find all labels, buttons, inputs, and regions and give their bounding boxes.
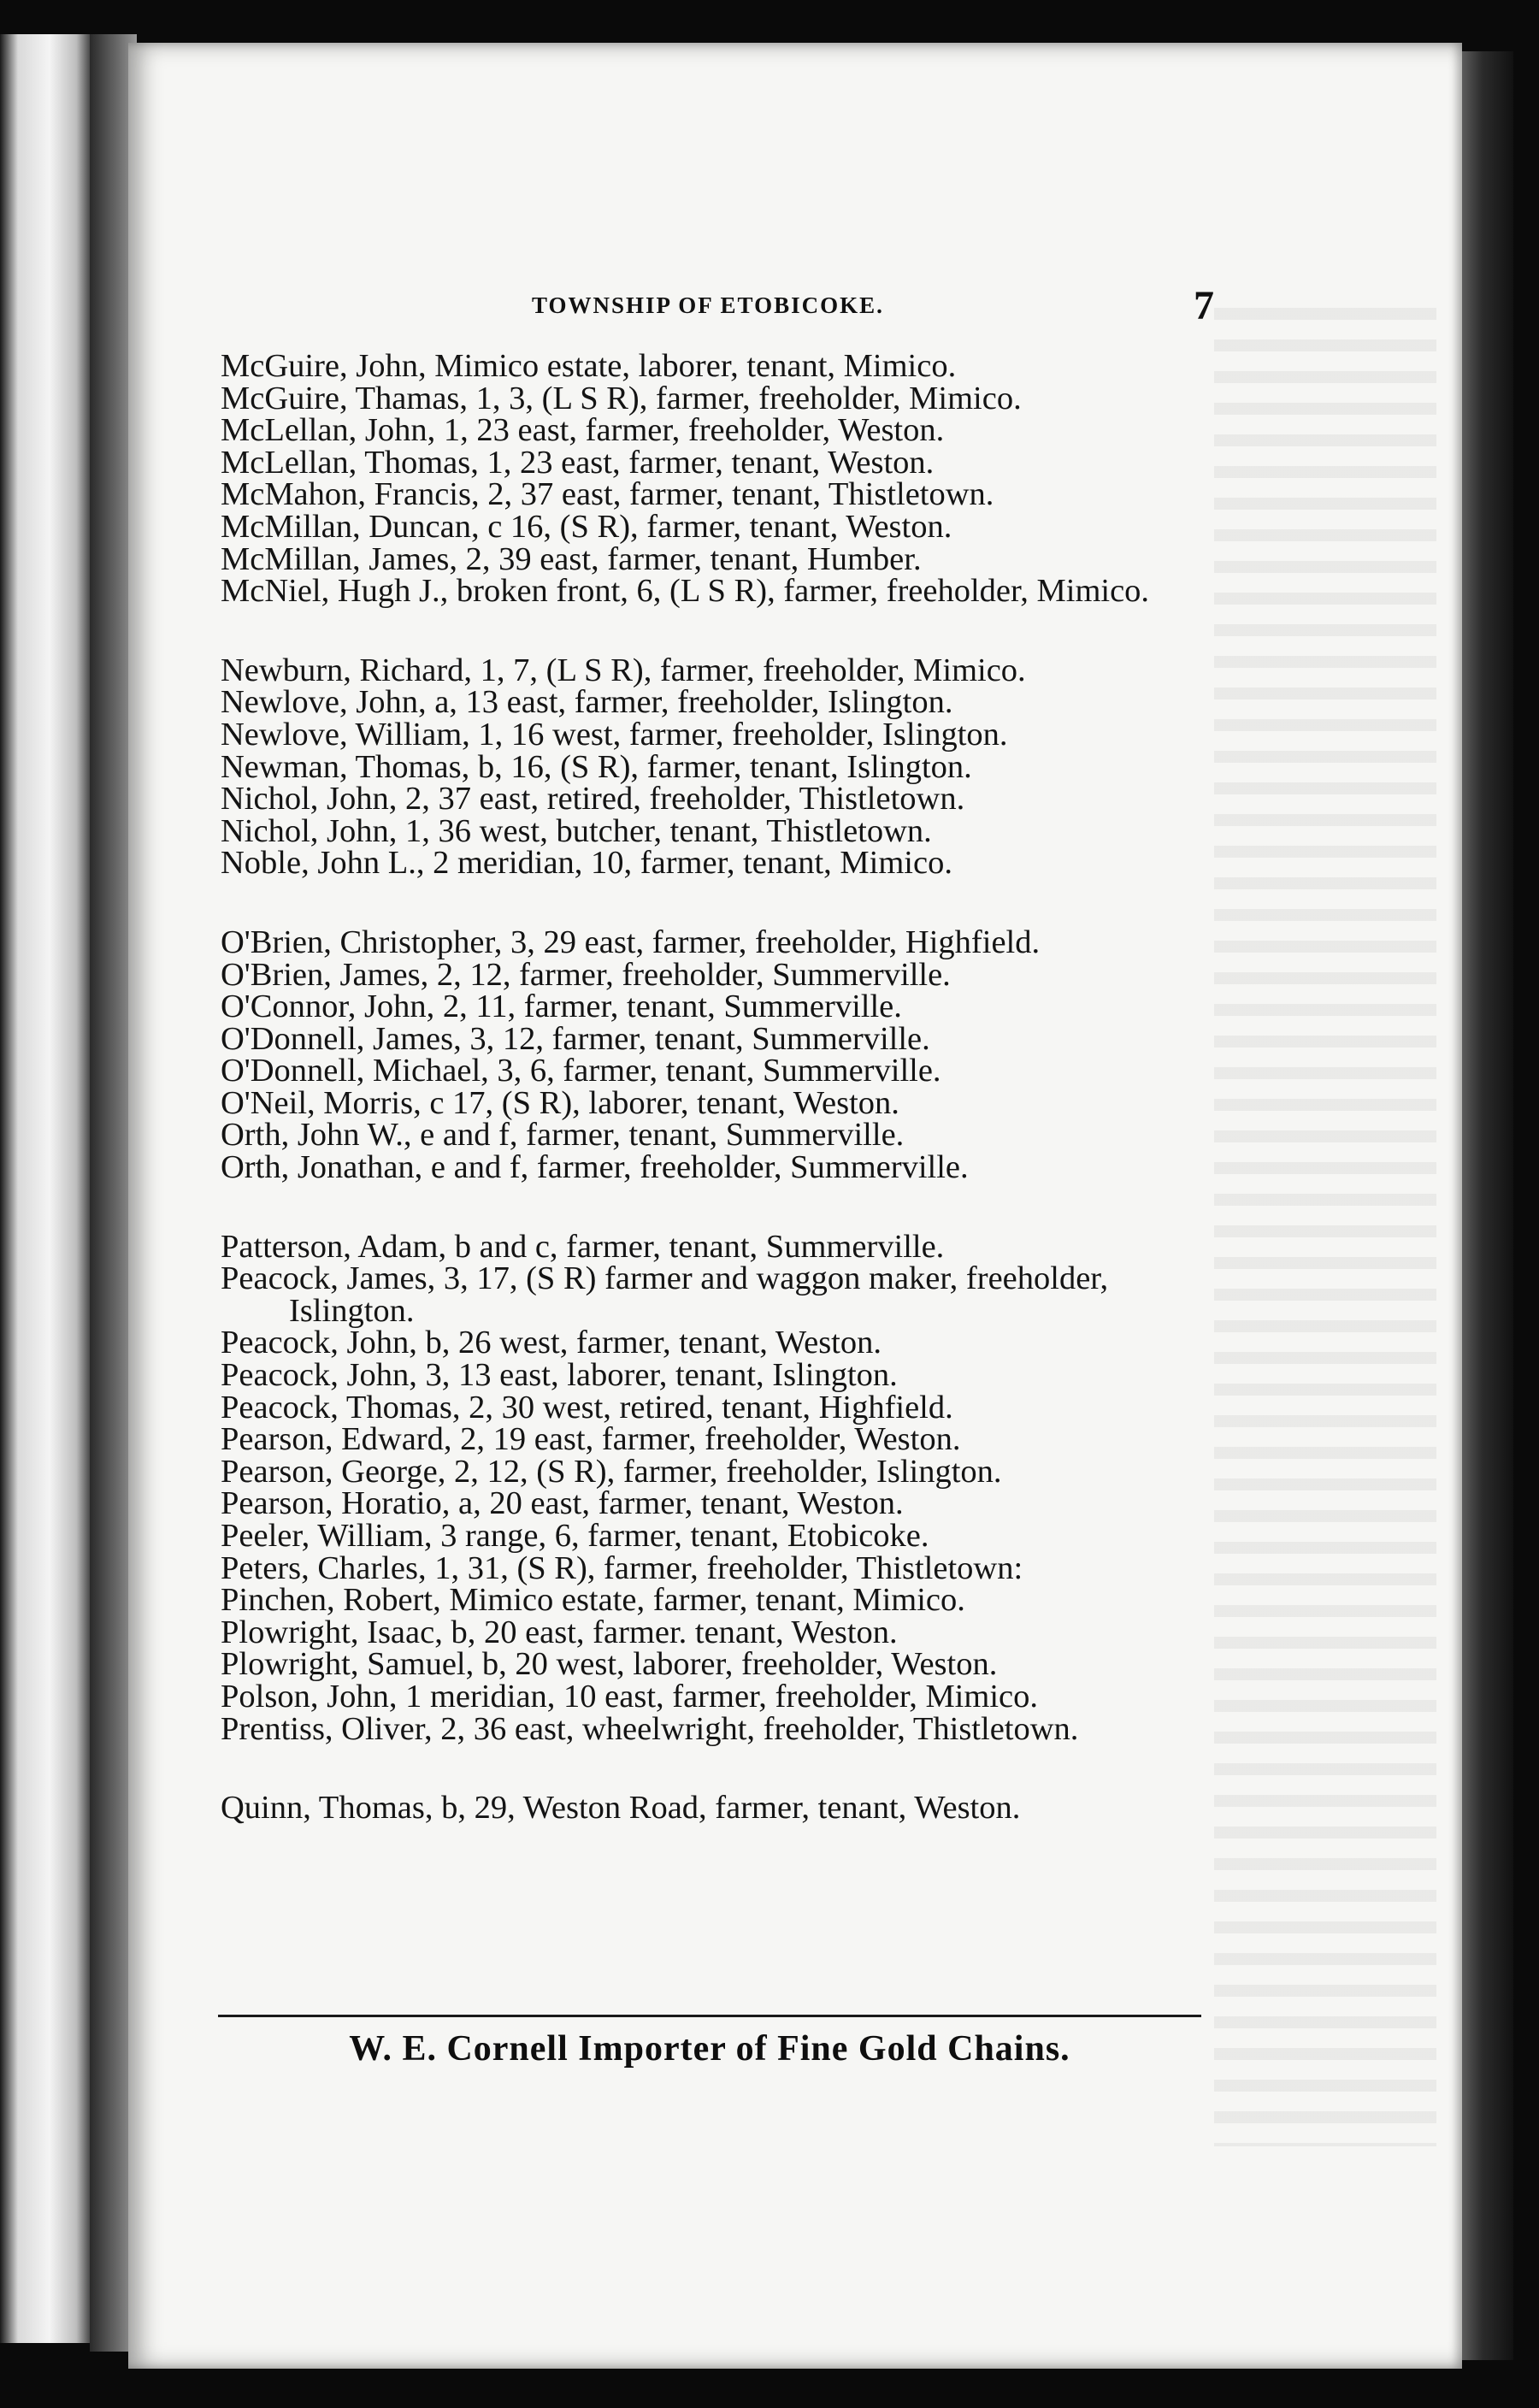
- directory-entry: Pearson, Edward, 2, 19 east, farmer, freeholder, Weston.: [221, 1421, 961, 1458]
- directory-entry: Newlove, John, a, 13 east, farmer, freeholder, Islington.: [221, 684, 953, 721]
- directory-entry: Nichol, John, 2, 37 east, retired, freeholder, Thistletown.: [221, 781, 965, 817]
- directory-entry: McMillan, Duncan, c 16, (S R), farmer, tenant, Weston.: [221, 508, 952, 545]
- directory-entry: Pearson, Horatio, a, 20 east, farmer, tenant, Weston.: [221, 1485, 904, 1522]
- directory-entry: McLellan, Thomas, 1, 23 east, farmer, tenant, Weston.: [221, 444, 935, 481]
- footer-rule: [218, 2015, 1201, 2017]
- footer-advertisement: W. E. Cornell Importer of Fine Gold Chains.: [349, 2029, 1070, 2069]
- directory-entry: Peacock, James, 3, 17, (S R) farmer and waggon maker, freeholder, Islington.: [221, 1260, 1109, 1329]
- right-page-edge: [1462, 51, 1513, 2360]
- directory-entry: Plowright, Isaac, b, 20 east, farmer. tenant, Weston.: [221, 1614, 898, 1650]
- page-number: 7: [1194, 283, 1214, 328]
- running-head: TOWNSHIP OF ETOBICOKE.: [532, 292, 884, 318]
- entry-group: [221, 924, 1212, 1186]
- entry-group: [221, 1792, 1212, 1825]
- directory-entry: Newman, Thomas, b, 16, (S R), farmer, tenant, Islington.: [221, 748, 972, 785]
- directory-entry: Noble, John L., 2 meridian, 10, farmer, tenant, Mimico.: [221, 845, 952, 882]
- directory-entry: Patterson, Adam, b and c, farmer, tenant, Summerville.: [221, 1228, 945, 1265]
- directory-entry: Peeler, William, 3 range, 6, farmer, tenant, Etobicoke.: [221, 1518, 929, 1554]
- directory-entry: Peacock, John, b, 26 west, farmer, tenant, Weston.: [221, 1325, 882, 1361]
- show-through-text: [1214, 308, 1436, 2146]
- directory-entry: Plowright, Samuel, b, 20 west, laborer, freeholder, Weston.: [221, 1646, 998, 1683]
- directory-entry: Quinn, Thomas, b, 29, Weston Road, farmer, tenant, Weston.: [221, 1790, 1021, 1827]
- directory-entry: Newlove, William, 1, 16 west, farmer, freeholder, Islington.: [221, 716, 1008, 752]
- directory-entry: McLellan, John, 1, 23 east, farmer, freeholder, Weston.: [221, 412, 945, 449]
- directory-entry: Orth, Jonathan, e and f, farmer, freeholder, Summerville.: [221, 1149, 969, 1186]
- directory-entry: O'Brien, Christopher, 3, 29 east, farmer, freeholder, Highfield.: [221, 924, 1041, 960]
- directory-entry: McMillan, James, 2, 39 east, farmer, tenant, Humber.: [221, 540, 922, 577]
- directory-entry: O'Connor, John, 2, 11, farmer, tenant, Summerville.: [221, 989, 902, 1025]
- directory-entry: Pearson, George, 2, 12, (S R), farmer, freeholder, Islington.: [221, 1453, 1002, 1490]
- directory-entry: McNiel, Hugh J., broken front, 6, (L S R), farmer, freeholder, Mimico.: [221, 573, 1150, 610]
- directory-entries: [221, 348, 1212, 1872]
- directory-entry: O'Brien, James, 2, 12, farmer, freeholder, Summerville.: [221, 956, 951, 993]
- directory-entry: McGuire, Thamas, 1, 3, (L S R), farmer, freeholder, Mimico.: [221, 380, 1022, 416]
- directory-entry: Peacock, John, 3, 13 east, laborer, tenant, Islington.: [221, 1357, 898, 1394]
- directory-entry: Peacock, Thomas, 2, 30 west, retired, tenant, Highfield.: [221, 1389, 953, 1425]
- page-header: [214, 283, 1214, 330]
- directory-entry: Pinchen, Robert, Mimico estate, farmer, tenant, Mimico.: [221, 1582, 965, 1619]
- entry-group: [221, 652, 1212, 882]
- directory-entry: Nichol, John, 1, 36 west, butcher, tenant, Thistletown.: [221, 812, 932, 849]
- left-page-edge: [0, 34, 90, 2343]
- directory-entry: O'Neil, Morris, c 17, (S R), laborer, tenant, Weston.: [221, 1084, 899, 1121]
- directory-entry: Polson, John, 1 meridian, 10 east, farmer, freeholder, Mimico.: [221, 1678, 1038, 1715]
- directory-entry: McGuire, John, Mimico estate, laborer, tenant, Mimico.: [221, 348, 957, 384]
- directory-entry: McMahon, Francis, 2, 37 east, farmer, tenant, Thistletown.: [221, 476, 994, 513]
- directory-entry: O'Donnell, Michael, 3, 6, farmer, tenant, Summerville.: [221, 1053, 941, 1089]
- entry-group: [221, 1228, 1212, 1747]
- entry-group: [221, 348, 1212, 610]
- directory-entry: Peters, Charles, 1, 31, (S R), farmer, freeholder, Thistletown:: [221, 1549, 1023, 1586]
- directory-entry: Prentiss, Oliver, 2, 36 east, wheelwright, freeholder, Thistletown.: [221, 1710, 1079, 1747]
- directory-entry: O'Donnell, James, 3, 12, farmer, tenant, Summerville.: [221, 1020, 930, 1057]
- directory-entry: Orth, John W., e and f, farmer, tenant, Summerville.: [221, 1117, 905, 1154]
- directory-entry: Newburn, Richard, 1, 7, (L S R), farmer, freeholder, Mimico.: [221, 652, 1026, 688]
